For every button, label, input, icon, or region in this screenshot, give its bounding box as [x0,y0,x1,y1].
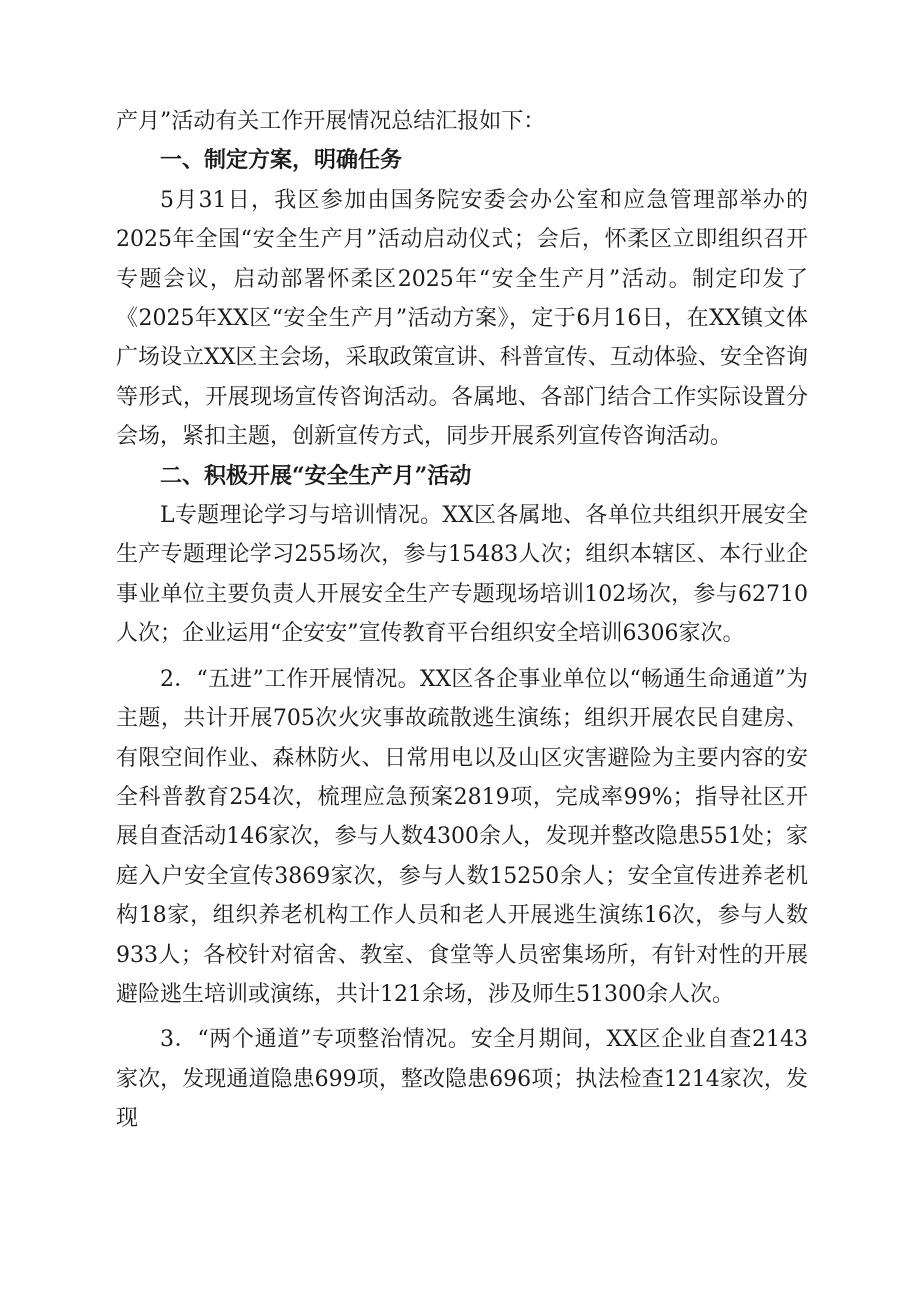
document-body [116,102,808,1139]
section-heading-2: 二、积极开展“安全生产月”活动 [160,462,472,489]
paragraph-item-3: 3．“两个通道”专项整治情况。安全月期间，XX区企业自查2143家次，发现通道隐患699项，整改隐患696项；执法检查1214家次，发现 [116,1027,808,1132]
paragraph-item-2: 2．“五进”工作开展情况。XX区各企事业单位以“畅通生命通道”为主题，共计开展705次火灾事故疏散逃生演练；组织开展农民自建房、有限空间作业、森林防火、日常用电以及山区灾害避险为主要内容的安全科普教育254次，梳理应急预案2819项，完成率99%；指导社区开展自查活动146家次，参与人数4300余人，发现并整改隐患551处；家庭入户安全宣传3869家次，参与人数15250余人；安全宣传进养老机构18家，组织养老机构工作人员和老人开展逃生演练16次，参与人数933人；各校针对宿舍、教室、食堂等人员密集场所，有针对性的开展避险逃生培训或演练，共计121余场，涉及师生51300余人次。 [116,666,808,1007]
paragraph-item-1: L专题理论学习与培训情况。XX区各属地、各单位共组织开展安全生产专题理论学习255场次，参与15483人次；组织本辖区、本行业企事业单位主要负责人开展安全生产专题现场培训102场次，参与62710人次；企业运用“企安安”宣传教育平台组织安全培训6306家次。 [116,503,808,647]
section-heading-1: 一、制定方案，明确任务 [160,147,403,174]
intro-continuation: 产月”活动有关工作开展情况总结汇报如下： [116,109,546,134]
paragraph-plan: 5月31日，我区参加由国务院安委会办公室和应急管理部举办的2025年全国“安全生产月”活动启动仪式；会后，怀柔区立即组织召开专题会议，启动部署怀柔区2025年“安全生产月”活动。制定印发了《2025年XX区“安全生产月”活动方案》，定于6月16日，在XX镇文体广场设立XX区主会场，采取政策宣讲、科普宣传、互动体验、安全咨询等形式，开展现场宣传咨询活动。各属地、各部门结合工作实际设置分会场，紧扣主题，创新宣传方式，同步开展系列宣传咨询活动。 [116,187,808,450]
